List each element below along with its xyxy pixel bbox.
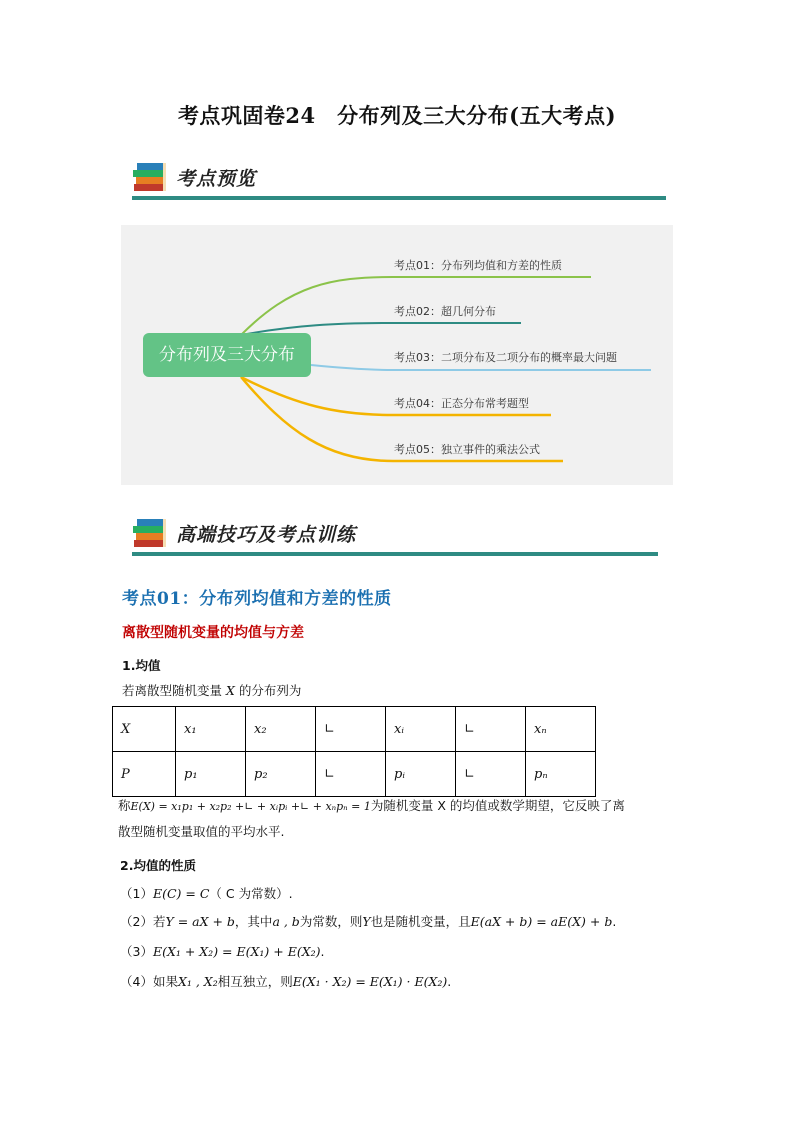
section-rule xyxy=(132,552,658,556)
mindmap-center: 分布列及三大分布 xyxy=(143,333,311,377)
property-3: （3）E(X₁ + X₂) = E(X₁) + E(X₂). xyxy=(120,944,325,959)
section-label: 高端技巧及考点训练 xyxy=(176,524,357,546)
mean-intro: 若离散型随机变量 X 的分布列为 xyxy=(122,683,302,698)
table-row: X x₁ x₂ ∟ xᵢ ∟ xₙ xyxy=(113,707,596,752)
section-label: 考点预览 xyxy=(176,168,257,190)
subtopic-heading: 离散型随机变量的均值与方差 xyxy=(122,625,304,641)
page-title: 考点巩固卷24 分布列及三大分布(五大考点) xyxy=(177,103,617,128)
books-icon xyxy=(132,160,170,194)
section-rule xyxy=(132,196,666,200)
section-header-preview xyxy=(132,158,666,202)
section-header-training xyxy=(132,514,658,558)
expectation-definition-cont: 散型随机变量取值的平均水平. xyxy=(118,824,285,839)
mindmap-branch-1: 考点01：分布列均值和方差的性质 xyxy=(394,259,562,272)
mindmap-branch-4: 考点04：正态分布常考题型 xyxy=(394,397,529,410)
property-2: （2）若Y = aX + b，其中a , b为常数，则Y也是随机变量，且E(aX + b) = aE(X) + b. xyxy=(120,914,617,929)
property-1: （1）E(C) = C（ C 为常数）. xyxy=(120,886,293,901)
books-icon xyxy=(132,516,170,550)
topic-heading: 考点01：分布列均值和方差的性质 xyxy=(122,589,392,609)
mean-heading: 1.均值 xyxy=(122,658,161,673)
mindmap xyxy=(121,225,673,485)
distribution-table xyxy=(112,706,596,797)
table-row: P p₁ p₂ ∟ pᵢ ∟ pₙ xyxy=(113,752,596,797)
mindmap-branch-5: 考点05：独立事件的乘法公式 xyxy=(394,443,540,456)
property-4: （4）如果X₁ , X₂相互独立，则E(X₁ · X₂) = E(X₁) · E(X₂). xyxy=(120,974,452,989)
mean-properties-heading: 2.均值的性质 xyxy=(120,858,196,873)
mindmap-branch-2: 考点02：超几何分布 xyxy=(394,305,496,318)
expectation-definition: 称E(X) = x₁p₁ + x₂p₂ +∟ + xᵢpᵢ +∟ + xₙpₙ = 1为随机变量 X 的均值或数学期望，它反映了离 xyxy=(118,798,625,813)
mindmap-branch-3: 考点03：二项分布及二项分布的概率最大问题 xyxy=(394,351,617,364)
